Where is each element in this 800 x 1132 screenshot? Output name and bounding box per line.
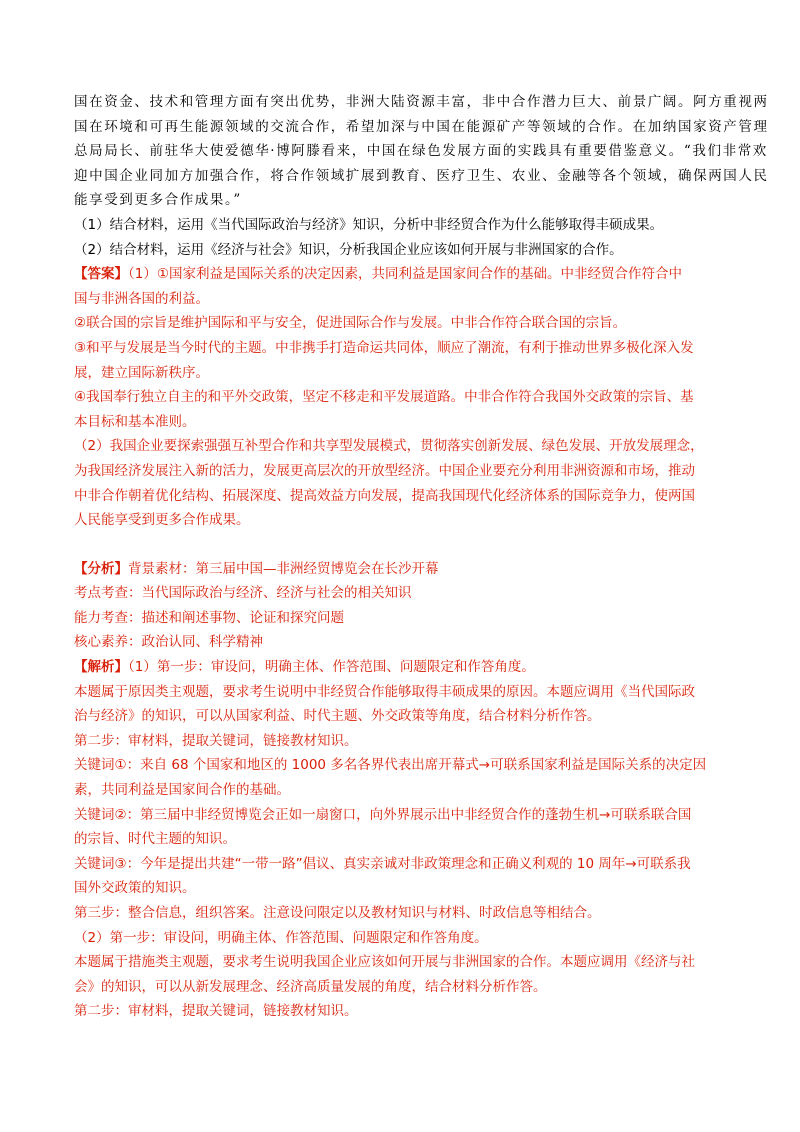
material-line: 国在资金、技术和管理方面有突出优势，非洲大陆资源丰富，非中合作潜力巨大、前景广阔。阿方重视两 [74,94,769,110]
explanation-line: 关键词③：今年是提出共建“一带一路”倡议、真实亲诚对非政策理念和正确义利观的 10 周年→可联系我 [74,855,691,872]
material-line: 能享受到更多合作成果。” [74,192,242,209]
answer-line: 为我国经济发展注入新的活力，发展更高层次的开放型经济。中国企业要充分利用非洲资源和市场，推动 [74,462,695,479]
analysis-tag: 【分析】 [74,560,128,577]
answer-line: （1）①国家利益是国际关系的决定因素，共同利益是国家间合作的基础。中非经贸合作符合中 [128,266,682,283]
analysis-line: 能力考查：描述和阐述事物、论证和探究问题 [74,609,344,626]
section-spacer [74,533,734,557]
explanation-line: 关键词①：来自 68 个国家和地区的 1000 多名各界代表出席开幕式→可联系国家利益是国际关系的决定因 [74,757,707,774]
material-line: 迎中国企业同加方加强合作，将合作领域扩展到教育、医疗卫生、农业、金融等各个领域，确保两国人民 [74,167,769,184]
answer-line: ②联合国的宗旨是维护国际和平与安全，促进国际合作与发展。中非合作符合联合国的宗旨。 [74,315,627,332]
answer-line: （2）我国企业要探索强强互补型合作和共享型发展模式，贯彻落实创新发展、绿色发展、开放发展理念， [74,438,704,455]
analysis-line: 核心素养：政治认同、科学精神 [74,634,263,651]
explanation-line: 关键词②：第三届中非经贸博览会正如一扇窗口，向外界展示出中非经贸合作的蓬勃生机→可联系联合国 [74,806,692,823]
answer-line: 国与非洲各国的利益。 [74,290,209,307]
explanation-section [74,655,734,1024]
answer-line: 人民能享受到更多合作成果。 [74,512,250,529]
analysis-line: 背景素材：第三届中国—非洲经贸博览会在长沙开幕 [128,560,439,577]
explanation-line: 治与经济》的知识，可以从国家利益、时代主题、外交政策等角度，结合材料分析作答。 [74,708,601,725]
question-1: （1）结合材料，运用《当代国际政治与经济》知识，分析中非经贸合作为什么能够取得丰硕成果。 [74,216,664,233]
answer-section [74,262,734,533]
explanation-line: （1）第一步：审设问，明确主体、作答范围、问题限定和作答角度。 [128,659,535,676]
explanation-line: 的宗旨、时代主题的知识。 [74,831,236,848]
explanation-line: 第三步：整合信息，组织答案。注意设问限定以及教材知识与材料、时政信息等相结合。 [74,905,601,921]
answer-tag: 【答案】 [74,266,128,283]
explanation-line: 国外交政策的知识。 [74,880,196,897]
material-line: 总局局长、前驻华大使爱德华·博阿滕看来，中国在绿色发展方面的实践具有重要借鉴意义。“我们非常欢 [74,143,768,160]
answer-line: ③和平与发展是当今时代的主题。中非携手打造命运共同体，顺应了潮流，有利于推动世界多极化深入发 [74,339,694,356]
explanation-line: 第二步：审材料，提取关键词，链接教材知识。 [74,732,358,749]
explanation-line: 本题属于原因类主观题，要求考生说明中非经贸合作能够取得丰硕成果的原因。本题应调用《当代国际政 [74,683,695,700]
material-line: 国在环境和可再生能源领域的交流合作，希望加深与中国在能源矿产等领域的合作。在加纳国家资产管理 [74,118,769,135]
explanation-tag: 【解析】 [74,659,128,676]
analysis-line: 考点考查：当代国际政治与经济、经济与社会的相关知识 [74,585,412,602]
question-list [74,213,734,262]
analysis-section [74,557,734,655]
explanation-line: 素，共同利益是国家间合作的基础。 [74,782,290,799]
answer-line: 本目标和基本准则。 [74,413,196,430]
answer-line: 展，建立国际新秩序。 [74,364,209,381]
explanation-line: 第二步：审材料，提取关键词，链接教材知识。 [74,1003,358,1020]
material-text [74,90,769,213]
document-page [74,90,769,1024]
explanation-line: 本题属于措施类主观题，要求考生说明我国企业应该如何开展与非洲国家的合作。本题应调用《经济与社 [74,954,695,971]
explanation-line: （2）第一步：审设问，明确主体、作答范围、问题限定和作答角度。 [74,929,488,946]
answer-line: 中非合作朝着优化结构、拓展深度、提高效益方向发展，提高我国现代化经济体系的国际竞争力，使两国 [74,487,695,504]
question-2: （2）结合材料，运用《经济与社会》知识，分析我国企业应该如何开展与非洲国家的合作。 [74,241,623,258]
explanation-line: 会》的知识，可以从新发展理念、经济高质量发展的角度，结合材料分析作答。 [74,978,547,995]
answer-line: ④我国奉行独立自主的和平外交政策，坚定不移走和平发展道路。中非合作符合我国外交政策的宗旨、基 [74,389,694,406]
